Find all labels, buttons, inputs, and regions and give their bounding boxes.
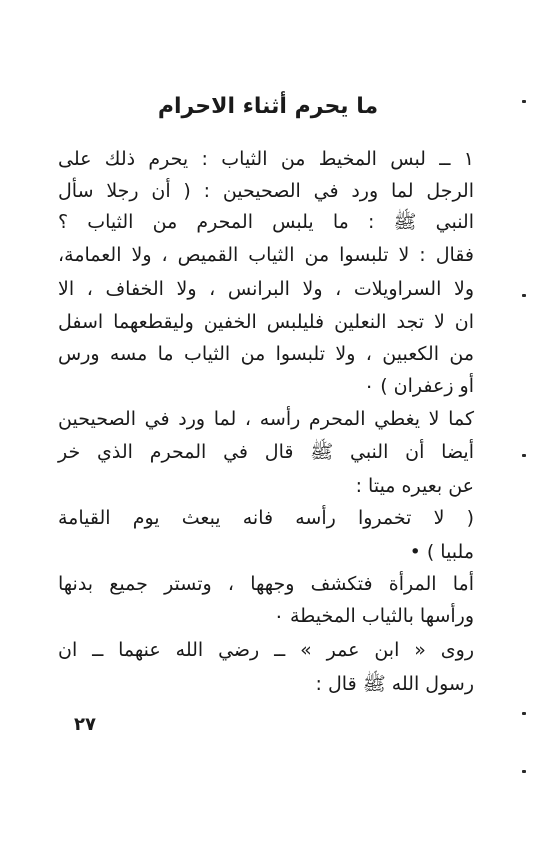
text-line-9: كما لا يغطي المحرم رأسه ، لما ورد في الصحيحين [58, 408, 474, 430]
text-line-15: ورأسها بالثياب المخيطة ٠ [273, 605, 474, 627]
text-line-4: فقال : لا تلبسوا من الثياب القميص ، ولا العمامة، [58, 244, 474, 266]
text-line-10: أيضا أن النبي ﷺ قال في المحرم الذي خر [58, 441, 474, 463]
section-heading: ما يحرم أثناء الاحرام [157, 94, 379, 119]
text-line-17: رسول الله ﷺ قال : [315, 673, 474, 695]
text-line-1: ١ ــ لبس المخيط من الثياب : يحرم ذلك على [58, 148, 474, 170]
text-line-2: الرجل لما ورد في الصحيحين : ( أن رجلا سأل [58, 180, 474, 202]
page-number: ٢٧ [74, 714, 96, 735]
scan-speck [522, 454, 526, 457]
text-line-7: من الكعبين ، ولا تلبسوا من الثياب ما مسه ورس [58, 343, 474, 365]
text-line-12: ( لا تخمروا رأسه فانه يبعث يوم القيامة [58, 507, 474, 529]
text-line-14: أما المرأة فتكشف وجهها ، وتستر جميع بدنها [58, 573, 474, 595]
scan-speck [522, 712, 526, 715]
text-line-5: ولا السراويلات ، ولا البرانس ، ولا الخفاف ، الا [58, 278, 474, 300]
scan-speck [522, 770, 526, 773]
text-line-11: عن بعيره ميتا : [355, 475, 474, 497]
scan-speck [522, 100, 526, 103]
text-line-16: روى « ابن عمر » ــ رضي الله عنهما ــ ان [58, 639, 474, 661]
text-line-3: النبي ﷺ : ما يلبس المحرم من الثياب ؟ [58, 211, 474, 233]
text-line-6: ان لا تجد النعلين فليلبس الخفين وليقطعهما اسفل [58, 311, 474, 333]
text-line-8: أو زعفران ) ٠ [363, 375, 474, 397]
text-line-13: ملبيا ) • [409, 541, 474, 563]
scan-speck [522, 294, 526, 297]
